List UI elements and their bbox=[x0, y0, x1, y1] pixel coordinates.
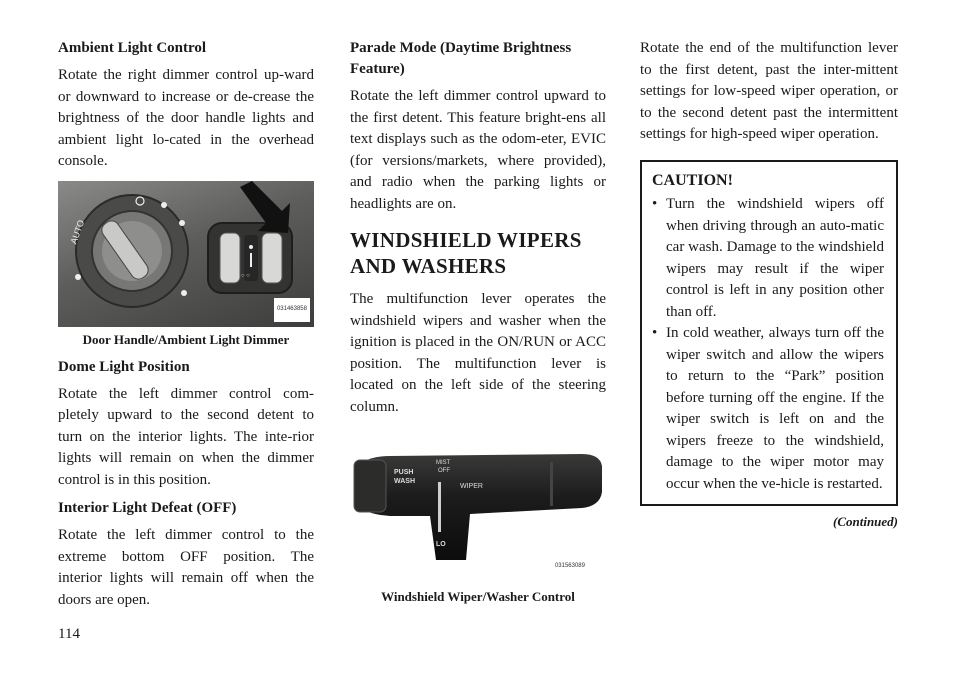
page-number: 114 bbox=[58, 626, 80, 642]
off-label: OFF bbox=[438, 468, 450, 474]
wiper-caption: Windshield Wiper/Washer Control bbox=[381, 589, 575, 604]
wiper-speed-text: Rotate the end of the multifunction lever to the first detent, past the inter-mittent settings for low-speed wiper operation, or to the second detent past the intermittent settings for high-speed wiper operation. bbox=[640, 40, 898, 142]
caution-item: • Turn the windshield wipers off when driving through an auto-matic car wash. Damage to the windshield wipers may result if the wiper control is left in any position other than off. bbox=[652, 194, 884, 323]
continued-note: (Continued) bbox=[832, 514, 898, 529]
push-label: PUSH bbox=[394, 469, 414, 476]
dome-light-text: Rotate the left dimmer control com-pletely upward to the second detent to turn on the interior lights. The inte-rior lights will remain on when the dimmer control is in this position. bbox=[58, 385, 314, 488]
wiper-lever-illustration bbox=[350, 442, 606, 562]
section-title bbox=[350, 227, 606, 279]
wipers-intro-text: The multifunction lever operates the windshield wipers and washer when the ignition is placed in the ON/RUN or ACC position. The multifunction lever is located on the left side of the steering column. bbox=[350, 291, 606, 415]
dome-light-heading: Dome Light Position bbox=[58, 358, 190, 375]
ambient-light-text: Rotate the right dimmer control up-ward or downward to increase or de-crease the brightness of the door handle lights and ambient light lo-cated in the overhead console. bbox=[58, 67, 314, 169]
interior-light-defeat-heading: Interior Light Defeat (OFF) bbox=[58, 500, 237, 516]
caution-list bbox=[652, 194, 884, 495]
interior-light-defeat-text: Rotate the left dimmer control to the extreme bottom OFF position. The interior lights will remain off when the doors are open. bbox=[58, 527, 314, 608]
left-column bbox=[58, 38, 314, 618]
caution-item: • In cold weather, always turn off the wiper switch and allow the wipers to return to the “Park” position before turning off the engine. If the wiper switch is left on and the wipers freeze to the windshield, damage to the wiper motor may occur when the ve-hicle is restarted. bbox=[652, 323, 884, 495]
dimmer-photo bbox=[58, 181, 314, 327]
section-title-line-2: AND WASHERS bbox=[350, 254, 507, 278]
parade-mode-heading: Parade Mode (Daytime Brightness Feature) bbox=[350, 40, 572, 77]
right-column bbox=[640, 38, 898, 533]
auto-marking: AUTO bbox=[68, 218, 87, 245]
oo-marking: ○ ○ bbox=[241, 272, 250, 279]
lo-label: LO bbox=[436, 541, 446, 548]
dimmer-caption: Door Handle/Ambient Light Dimmer bbox=[82, 331, 290, 347]
caution-box bbox=[640, 160, 898, 507]
image-id-label: 031563089 bbox=[552, 555, 588, 579]
wiper-label: WIPER bbox=[460, 483, 483, 490]
middle-column bbox=[350, 38, 606, 614]
ambient-light-heading: Ambient Light Control bbox=[58, 40, 207, 56]
image-id-label: 031463858 bbox=[274, 298, 310, 322]
mist-label: MIST bbox=[436, 460, 451, 466]
wiper-lever-photo bbox=[350, 442, 606, 582]
wash-label: WASH bbox=[394, 478, 415, 485]
parade-mode-text: Rotate the left dimmer control upward to the first detent. This feature bright-ens all text displays such as the odom-eter, EVIC (for versions/markets, where provided), and radio when the parking lights or headlights are on. bbox=[350, 88, 606, 212]
section-title-line-1: WINDSHIELD WIPERS bbox=[350, 228, 582, 252]
caution-title: CAUTION! bbox=[652, 171, 733, 189]
